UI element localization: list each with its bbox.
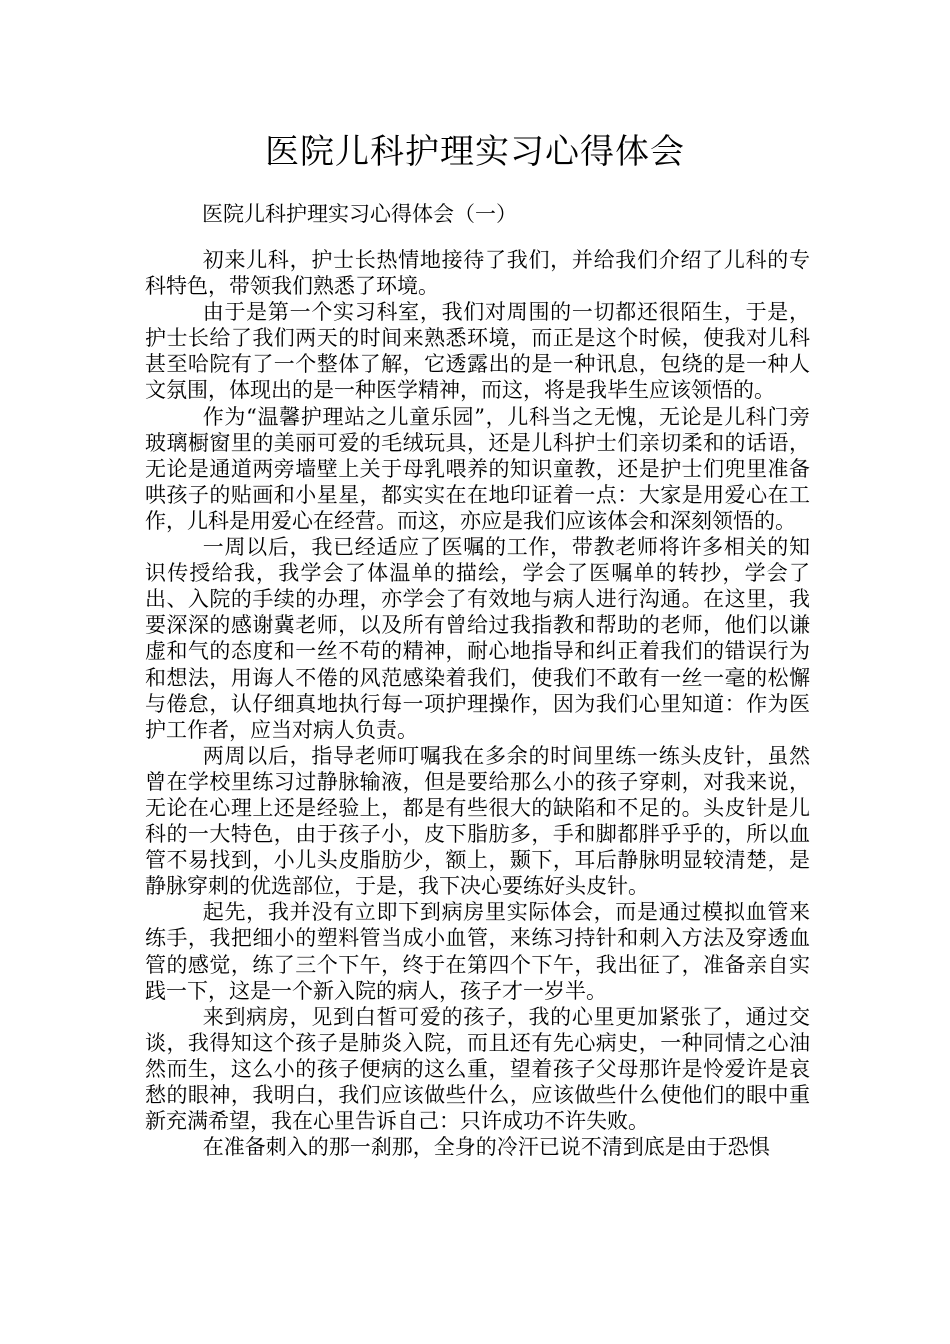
paragraph: 来到病房，见到白皙可爱的孩子，我的心里更加紧张了，通过交谈，我得知这个孩子是肺炎入院，而且还有先心病史，一种同情之心油然而生，这么小的孩子便病的这么重，望着孩子父母那许是怜爱许是哀愁的眼神，我明白，我们应该做些什么，应该做些什么使他们的眼中重新充满希望，我在心里告诉自己：只许成功不许失败。 [145,1004,810,1134]
paragraph: 两周以后，指导老师叮嘱我在多余的时间里练一练头皮针，虽然曾在学校里练习过静脉输液，但是要给那么小的孩子穿刺，对我来说，无论在心理上还是经验上，都是有些很大的缺陷和不足的。头皮针是儿科的一大特色，由于孩子小，皮下脂肪多，手和脚都胖乎乎的，所以血管不易找到，小儿头皮脂肪少，额上，颞下，耳后静脉明显较清楚，是静脉穿刺的优选部位，于是，我下决心要练好头皮针。 [145,743,810,899]
paragraph: 在准备刺入的那一刹那，全身的冷汗已说不清到底是由于恐惧 [202,1135,770,1160]
paragraph: 一周以后，我已经适应了医嘱的工作，带教老师将许多相关的知识传授给我，我学会了体温单的描绘，学会了医嘱单的转抄，学会了出、入院的手续的办理，亦学会了有效地与病人进行沟通。在这里，我要深深的感谢冀老师，以及所有曾给过我指教和帮助的老师，他们以谦虚和气的态度和一丝不苟的精神，耐心地指导和纠正着我们的错误行为和想法，用诲人不倦的风范感染着我们，使我们不敢有一丝一毫的松懈与倦怠，认仔细真地执行每一项护理操作，因为我们心里知道：作为医护工作者，应当对病人负责。 [145,535,810,742]
document-body [145,247,810,1160]
paragraph: 初来儿科，护士长热情地接待了我们，并给我们介绍了儿科的专科特色，带领我们熟悉了环境。 [145,248,810,299]
paragraph: 由于是第一个实习科室，我们对周围的一切都还很陌生，于是，护士长给了我们两天的时间来熟悉环境，而正是这个时候，使我对儿科甚至哈院有了一个整体了解，它透露出的是一种讯息，包绕的是一种人文氛围，体现出的是一种医学精神，而这，将是我毕生应该领悟的。 [145,300,810,403]
document-title: 医院儿科护理实习心得体会 [265,132,685,172]
document-subtitle: 医院儿科护理实习心得体会（一） [202,202,517,226]
paragraph: 作为“温馨护理站之儿童乐园”，儿科当之无愧，无论是儿科门旁玻璃橱窗里的美丽可爱的毛绒玩具，还是儿科护士们亲切柔和的话语，无论是通道两旁墙壁上关于母乳喂养的知识童教，还是护士们兜里准备哄孩子的贴画和小星星，都实实在在地印证着一点：大家是用爱心在工作，儿科是用爱心在经营。而这，亦应是我们应该体会和深刻领悟的。 [145,404,810,533]
paragraph: 起先，我并没有立即下到病房里实际体会，而是通过模拟血管来练手，我把细小的塑料管当成小血管，来练习持针和刺入方法及穿透血管的感觉，练了三个下午，终于在第四个下午，我出征了，准备亲自实践一下，这是一个新入院的病人，孩子才一岁半。 [145,900,810,1003]
